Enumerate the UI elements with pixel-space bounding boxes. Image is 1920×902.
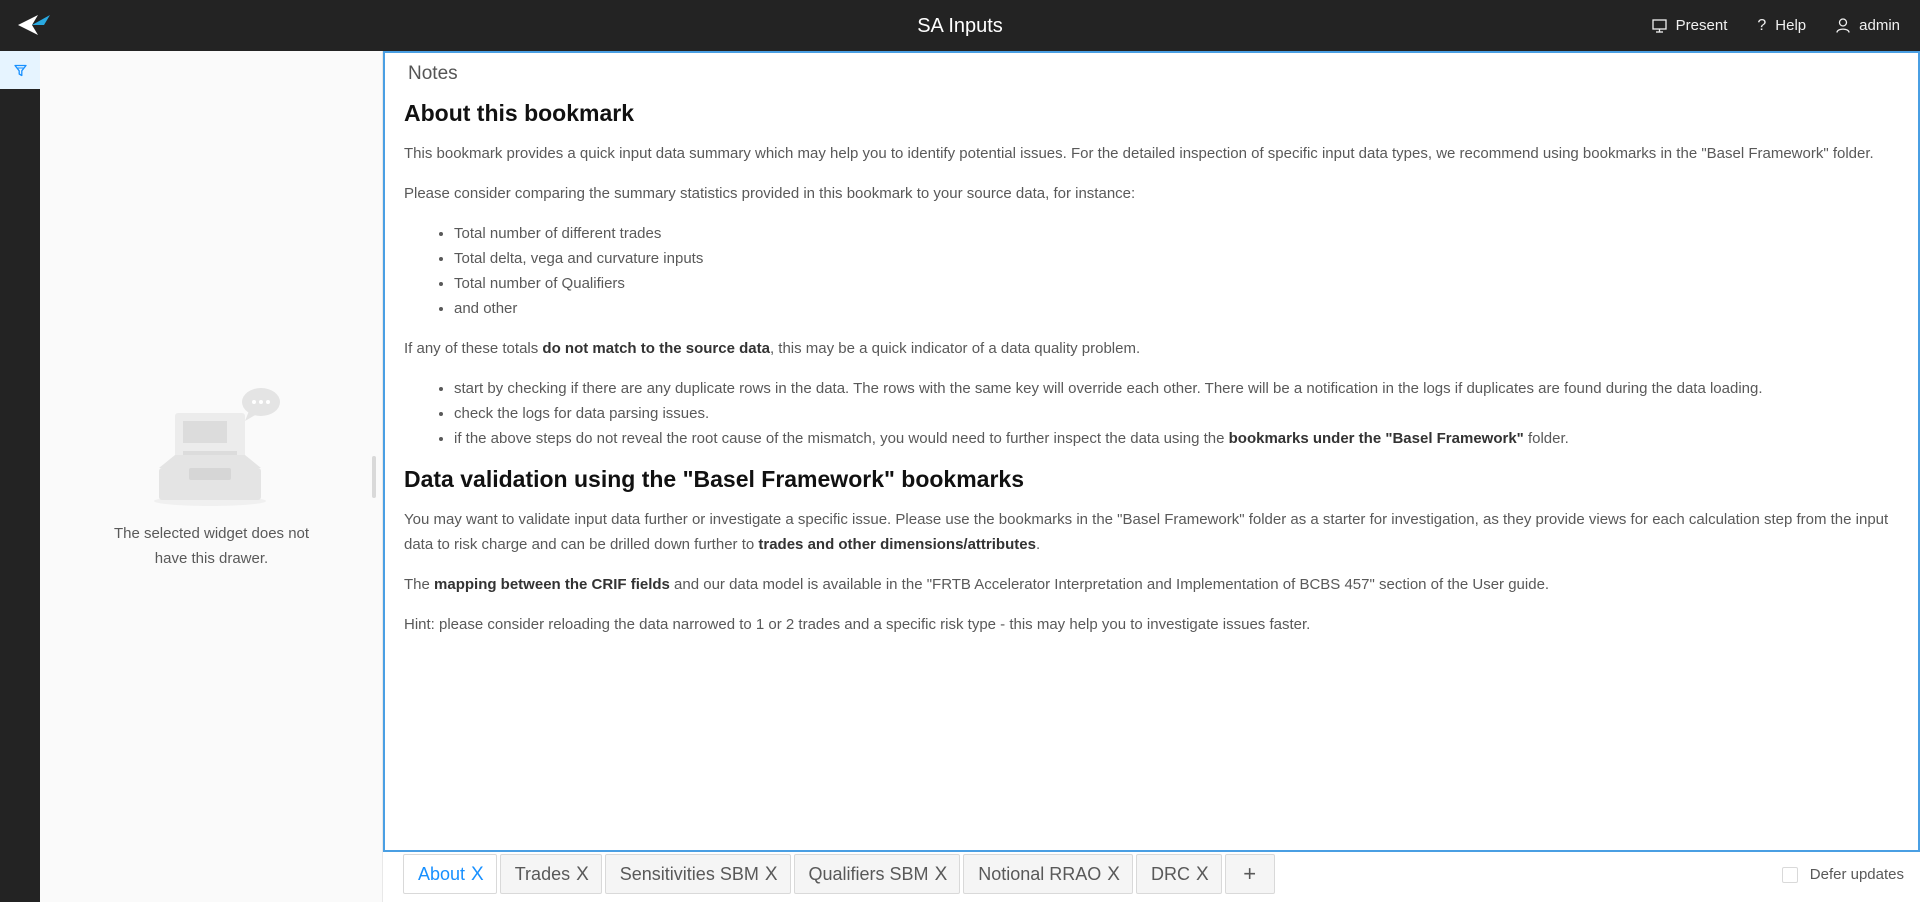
- help-button[interactable]: [1757, 17, 1806, 35]
- tab-notional-rrao[interactable]: [963, 854, 1133, 894]
- logo-icon[interactable]: [18, 11, 52, 39]
- tab-label: About: [418, 863, 466, 884]
- tab-trades[interactable]: [500, 854, 602, 894]
- drawer-empty-message: The selected widget does not have this drawer.: [113, 525, 310, 567]
- notes-content: [404, 99, 1908, 652]
- help-label: Help: [1775, 17, 1807, 34]
- filter-icon: [14, 64, 27, 77]
- paragraph: Hint: please consider reloading the data narrowed to 1 or 2 trades and a specific risk type - this may help you to investigate issues faster.: [404, 616, 1311, 633]
- empty-inbox-icon: [145, 383, 285, 508]
- tab-sensitivities-sbm[interactable]: [605, 854, 791, 894]
- tab-about[interactable]: [403, 854, 497, 894]
- user-icon: [1836, 18, 1850, 33]
- notes-widget[interactable]: [383, 51, 1920, 852]
- drawer-resize-handle[interactable]: [372, 456, 376, 498]
- defer-updates: [1782, 866, 1904, 883]
- summary-list: [454, 221, 1908, 321]
- list-item: • Total number of Qualifiers: [454, 271, 1908, 296]
- paragraph: The mapping between the CRIF fields and our data model is available in the "FRTB Accelerator Interpretation and Implementation of BCBS 457" section of the User guide.: [404, 576, 1550, 593]
- page-tab-bar: [383, 852, 1920, 902]
- steps-list: [454, 376, 1908, 451]
- page-tabs: [403, 854, 1275, 894]
- left-strip: [0, 51, 40, 902]
- paragraph: Please consider comparing the summary statistics provided in this bookmark to your source data, for instance:: [404, 185, 1136, 202]
- widget-title: Notes: [408, 63, 458, 84]
- top-bar: [0, 0, 1920, 51]
- defer-updates-label: Defer updates: [1809, 866, 1904, 883]
- list-item: • check the logs for data parsing issues.: [454, 401, 1908, 426]
- close-icon[interactable]: X: [764, 863, 778, 885]
- close-icon[interactable]: X: [471, 863, 484, 885]
- list-item: • if the above steps do not reveal the root cause of the mismatch, you would need to further inspect the data using the bookmarks under the "Basel Framework" folder.: [454, 426, 1908, 451]
- list-item: • Total delta, vega and curvature inputs: [454, 246, 1908, 271]
- list-item: • start by checking if there are any duplicate rows in the data. The rows with the same key will override each other. There will be a notification in the logs if duplicates are found during the data loading.: [454, 376, 1908, 401]
- plus-icon: +: [1243, 861, 1257, 886]
- list-item: • and other: [454, 296, 1908, 321]
- tab-label: DRC: [1150, 863, 1190, 884]
- user-label: admin: [1859, 17, 1900, 34]
- filter-drawer-button[interactable]: [0, 51, 40, 89]
- present-label: Present: [1675, 17, 1728, 34]
- close-icon[interactable]: X: [1107, 863, 1120, 885]
- monitor-icon: [1652, 19, 1667, 33]
- tab-label: Trades: [514, 863, 571, 884]
- close-icon[interactable]: X: [934, 863, 948, 885]
- drawer-panel: [40, 51, 383, 902]
- tab-drc[interactable]: [1136, 854, 1222, 894]
- present-button[interactable]: [1652, 17, 1728, 34]
- tab-label: Notional RRAO: [978, 863, 1102, 884]
- close-icon[interactable]: X: [576, 863, 589, 885]
- close-icon[interactable]: X: [1195, 863, 1209, 885]
- chat-bubble-icon: [242, 388, 280, 421]
- help-icon: ?: [1757, 16, 1767, 34]
- section-heading-validation: Data validation using the "Basel Framework" bookmarks: [404, 466, 1024, 492]
- paragraph: You may want to validate input data further or investigate a specific issue. Please use the bookmarks in the "Basel Framework" folder as a starter for investigation, as they provide views for each calculation step from the input data to risk charge and can be drilled down further to trades and other dimensions/attributes.: [404, 511, 1889, 553]
- tab-label: Sensitivities SBM: [619, 863, 759, 884]
- top-actions: [1652, 0, 1900, 51]
- defer-updates-checkbox[interactable]: [1782, 867, 1798, 883]
- tab-qualifiers-sbm[interactable]: [794, 854, 961, 894]
- add-tab-button[interactable]: [1225, 854, 1275, 894]
- section-heading-about: About this bookmark: [404, 100, 635, 126]
- app-title: SA Inputs: [917, 15, 1003, 37]
- tab-label: Qualifiers SBM: [808, 863, 929, 884]
- user-menu[interactable]: [1836, 17, 1900, 34]
- list-item: • Total number of different trades: [454, 221, 1908, 246]
- paragraph: This bookmark provides a quick input data summary which may help you to identify potential issues. For the detailed inspection of specific input data types, we recommend using bookmarks in the "Basel Framework" folder.: [404, 145, 1874, 162]
- paragraph: If any of these totals do not match to the source data, this may be a quick indicator of a data quality problem.: [404, 340, 1141, 357]
